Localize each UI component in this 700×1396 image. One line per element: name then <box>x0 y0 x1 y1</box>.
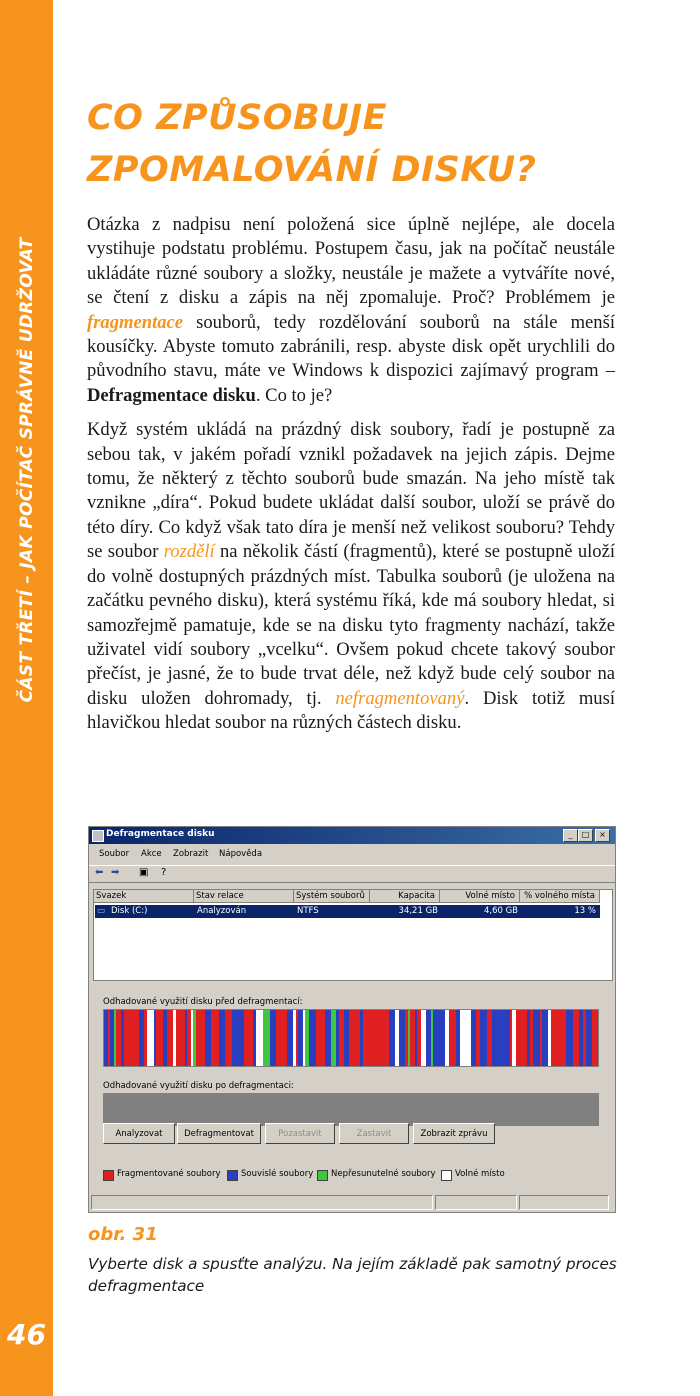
fragment-stripe <box>456 1010 460 1066</box>
fragment-stripe <box>471 1010 476 1066</box>
app-icon <box>92 830 104 842</box>
fragment-stripe <box>116 1010 121 1066</box>
cell: 13 % <box>574 906 596 916</box>
fragment-stripe <box>512 1010 516 1066</box>
forward-arrow-icon[interactable]: ➡ <box>111 867 120 878</box>
legend-label: Souvislé soubory <box>241 1169 314 1179</box>
fragment-stripe <box>287 1010 293 1066</box>
fragment-stripe <box>556 1010 562 1066</box>
fragment-stripe <box>349 1010 356 1066</box>
fragment-stripe <box>433 1010 438 1066</box>
fragment-stripe <box>551 1010 556 1066</box>
fragment-stripe <box>232 1010 236 1066</box>
fragment-stripe <box>521 1010 527 1066</box>
fragment-stripe <box>344 1010 349 1066</box>
paragraph-1 <box>87 213 615 408</box>
fragment-stripe <box>503 1010 510 1066</box>
fragment-stripe <box>193 1010 196 1066</box>
fragment-stripe <box>110 1010 114 1066</box>
cell: NTFS <box>297 906 319 916</box>
fragment-stripe <box>270 1010 276 1066</box>
analyze-button[interactable]: Analyzovat <box>103 1123 175 1144</box>
fragment-stripe <box>579 1010 583 1066</box>
view-report-button[interactable]: Zobrazit zprávu <box>413 1123 495 1144</box>
fragment-stripe <box>395 1010 399 1066</box>
fragment-stripe <box>391 1010 395 1066</box>
fragment-stripe <box>510 1010 512 1066</box>
fragment-stripe <box>276 1010 281 1066</box>
pause-button[interactable]: Pozastavit <box>265 1123 335 1144</box>
defrag-window-screenshot <box>88 826 616 1213</box>
fragment-stripe <box>421 1010 426 1066</box>
after-defrag-map <box>103 1093 599 1126</box>
menu-akce[interactable]: Akce <box>141 849 162 859</box>
fragment-stripe <box>548 1010 551 1066</box>
legend-swatch <box>227 1170 238 1181</box>
fragment-stripe <box>480 1010 487 1066</box>
fragment-stripe <box>156 1010 163 1066</box>
fragment-stripe <box>492 1010 498 1066</box>
fragment-stripe <box>339 1010 342 1066</box>
fragment-stripe <box>374 1010 376 1066</box>
fragment-stripe <box>417 1010 421 1066</box>
fragment-stripe <box>163 1010 167 1066</box>
paragraph-2 <box>87 418 615 735</box>
menu-soubor[interactable]: Soubor <box>99 849 130 859</box>
cell: Disk (C:) <box>111 906 148 916</box>
text-run: souborů, tedy rozdělování souborů na stále menší kousíčky. Abyste tomuto zabránili, resp. abyste disk opět urychlili do původního stavu, máte ve Windows k dispozici zajímavý program – <box>87 311 615 382</box>
column-header[interactable]: % volného místa <box>520 890 600 903</box>
table-row[interactable] <box>95 905 600 918</box>
fragment-stripe <box>588 1010 592 1066</box>
volume-list <box>93 889 613 981</box>
fragment-stripe <box>104 1010 108 1066</box>
fragment-stripe <box>365 1010 368 1066</box>
fragment-stripe <box>114 1010 116 1066</box>
figure-number: obr. 31 <box>88 1224 158 1245</box>
fragment-stripe <box>426 1010 431 1066</box>
fragment-stripe <box>176 1010 180 1066</box>
legend-label: Nepřesunutelné soubory <box>331 1169 436 1179</box>
article-body <box>87 213 615 746</box>
fragment-stripe <box>415 1010 417 1066</box>
fragment-stripe <box>445 1010 449 1066</box>
back-arrow-icon[interactable]: ⬅ <box>95 867 104 878</box>
column-header[interactable]: Kapacita <box>370 890 440 903</box>
fragment-stripe <box>154 1010 156 1066</box>
window-title: Defragmentace disku <box>106 829 215 839</box>
fragment-stripe <box>205 1010 211 1066</box>
fragment-stripe <box>498 1010 503 1066</box>
status-pane <box>91 1195 433 1210</box>
column-header[interactable]: Volné místo <box>440 890 520 903</box>
highlight-term: nefragmentovaný <box>335 687 465 709</box>
fragment-stripe <box>167 1010 173 1066</box>
cell: Analyzován <box>197 906 247 916</box>
fragment-stripe <box>438 1010 445 1066</box>
column-header[interactable]: Svazek <box>94 890 194 903</box>
fragment-stripe <box>133 1010 139 1066</box>
fragment-stripe <box>476 1010 480 1066</box>
fragment-stripe <box>575 1010 579 1066</box>
text-run: . Disk totiž musí hlavičkou hledat soubor na různých částech disku. <box>87 687 616 734</box>
menu-napoveda[interactable]: Nápověda <box>219 849 263 859</box>
fragment-stripe <box>305 1010 309 1066</box>
column-header[interactable]: Systém souborů <box>294 890 370 903</box>
legend-swatch <box>103 1170 114 1181</box>
fragment-stripe <box>381 1010 385 1066</box>
drive-icon: ▭ <box>97 906 106 916</box>
maximize-button[interactable]: □ <box>578 829 593 842</box>
fragment-stripe <box>325 1010 331 1066</box>
fragment-stripe <box>460 1010 466 1066</box>
fragment-stripe <box>323 1010 325 1066</box>
status-pane <box>435 1195 517 1210</box>
fragment-stripe <box>573 1010 575 1066</box>
fragment-stripe <box>124 1010 129 1066</box>
fragment-stripe <box>385 1010 389 1066</box>
text-run: . Co to je? <box>255 384 333 406</box>
fragment-stripe <box>303 1010 305 1066</box>
fragment-stripe <box>244 1010 247 1066</box>
fragment-stripe <box>314 1010 316 1066</box>
fragment-stripe <box>147 1010 154 1066</box>
before-defrag-map <box>103 1009 599 1067</box>
fragment-stripe <box>121 1010 124 1066</box>
figure-caption: Vyberte disk a spusťte analýzu. Na jejím základě pak samotný proces defragmentace <box>88 1255 617 1295</box>
properties-icon[interactable]: ▣ <box>139 867 149 878</box>
status-bar <box>91 1195 611 1209</box>
fragment-stripe <box>466 1010 471 1066</box>
fragment-stripe <box>562 1010 566 1066</box>
fragment-stripe <box>298 1010 303 1066</box>
text-run: na několik částí (fragmentů), které se postupně uloží do volně dostupných prázdných míst. Tabulka souborů (je uložena na začátku pevného disku), která systému říká, kde má soubory hledat, si samozřejmě pamatuje, kde se na disku tyto fragmenty nachází, takže uživatel vidí soubory „vcelku“. Ovšem pokud chcete takový soubor přečíst, je jasné, že to bude trvat déle, než když bude celý soubor na disku uložen dohromady, tj. <box>87 541 615 709</box>
fragment-stripe <box>583 1010 586 1066</box>
fragment-stripe <box>412 1010 415 1066</box>
fragment-stripe <box>144 1010 147 1066</box>
fragment-stripe <box>336 1010 339 1066</box>
fragment-stripe <box>213 1010 217 1066</box>
defragment-button[interactable]: Defragmentovat <box>177 1123 261 1144</box>
fragment-stripe <box>309 1010 314 1066</box>
menu-zobrazit[interactable]: Zobrazit <box>173 849 209 859</box>
fragment-stripe <box>180 1010 185 1066</box>
legend-swatch <box>441 1170 452 1181</box>
fragment-stripe <box>516 1010 521 1066</box>
stop-button[interactable]: Zastavit <box>339 1123 409 1144</box>
legend-swatch <box>317 1170 328 1181</box>
fragment-stripe <box>408 1010 410 1066</box>
before-defrag-label: Odhadované využití disku před defragmentací: <box>103 997 303 1007</box>
legend-label: Fragmentované soubory <box>117 1169 221 1179</box>
fragment-stripe <box>356 1010 360 1066</box>
window-titlebar <box>89 827 615 844</box>
fragment-stripe <box>530 1010 533 1066</box>
fragment-stripe <box>129 1010 133 1066</box>
fragment-stripe <box>431 1010 433 1066</box>
fragment-stripe <box>410 1010 412 1066</box>
fragment-stripe <box>360 1010 363 1066</box>
fragmentation-stripes <box>104 1010 598 1066</box>
fragment-stripe <box>211 1010 213 1066</box>
chapter-title: ČÁST TŘETÍ – JAK POČÍTAČ SPRÁVNĚ UDRŽOVAT <box>17 237 37 703</box>
fragment-stripe <box>247 1010 253 1066</box>
fragment-stripe <box>316 1010 323 1066</box>
fragment-stripe <box>217 1010 219 1066</box>
fragment-stripe <box>236 1010 240 1066</box>
fragment-stripe <box>108 1010 110 1066</box>
fragment-stripe <box>185 1010 187 1066</box>
fragment-stripe <box>527 1010 530 1066</box>
fragment-stripe <box>196 1010 200 1066</box>
minimize-button[interactable]: _ <box>563 829 578 842</box>
fragment-stripe <box>263 1010 270 1066</box>
fragment-stripe <box>284 1010 287 1066</box>
fragment-stripe <box>225 1010 232 1066</box>
fragment-stripe <box>191 1010 193 1066</box>
fragment-stripe <box>253 1010 256 1066</box>
after-defrag-label: Odhadované využití disku po defragmentaci: <box>103 1081 294 1091</box>
heading-line-1: CO ZPŮSOBUJE <box>87 98 388 138</box>
sidebar <box>0 0 53 1396</box>
status-pane <box>519 1195 609 1210</box>
column-header[interactable]: Stav relace <box>194 890 294 903</box>
fragment-stripe <box>487 1010 492 1066</box>
text-run: Otázka z nadpisu není položená sice úplně nejlépe, ale docela vystihuje podstatu problému. Postupem času, jak na počítač neustále ukládáte různé soubory a složky, neustále je mažete a vytváříte nové, se čtení z disku a zápis na něj zpomaluje. Proč? Problémem je <box>87 214 615 309</box>
page-heading <box>87 92 677 196</box>
legend-label: Volné místo <box>455 1169 505 1179</box>
fragment-stripe <box>405 1010 408 1066</box>
highlight-term: rozdělí <box>163 541 215 563</box>
menu-bar <box>89 847 615 861</box>
cell: 34,21 GB <box>398 906 438 916</box>
close-button[interactable]: × <box>595 829 610 842</box>
fragment-stripe <box>592 1010 598 1066</box>
toolbar <box>89 865 615 883</box>
fragment-stripe <box>542 1010 545 1066</box>
fragment-stripe <box>240 1010 244 1066</box>
fragment-stripe <box>293 1010 296 1066</box>
fragment-stripe <box>200 1010 205 1066</box>
fragment-stripe <box>342 1010 344 1066</box>
fragment-stripe <box>389 1010 391 1066</box>
fragment-stripe <box>566 1010 573 1066</box>
highlight-term: fragmentace <box>87 311 184 333</box>
fragment-stripe <box>449 1010 456 1066</box>
help-icon[interactable]: ? <box>161 867 167 878</box>
fragment-stripe <box>331 1010 336 1066</box>
fragment-stripe <box>376 1010 381 1066</box>
fragment-stripe <box>540 1010 542 1066</box>
cell: 4,60 GB <box>483 906 518 916</box>
fragment-stripe <box>139 1010 144 1066</box>
fragment-stripe <box>545 1010 548 1066</box>
fragment-stripe <box>363 1010 365 1066</box>
fragment-stripe <box>586 1010 588 1066</box>
fragment-stripe <box>533 1010 540 1066</box>
fragment-stripe <box>187 1010 191 1066</box>
fragment-stripe <box>256 1010 263 1066</box>
fragment-stripe <box>173 1010 176 1066</box>
fragment-stripe <box>219 1010 225 1066</box>
text-run: Když systém ukládá na prázdný disk soubory, řadí je postupně za sebou tak, v jakém pořadí vznikl požadavek na jejich zápis. Dejme tomu, že některý z těchto souborů bude smazán. Na jeho místě tak vznikne „díra“. Pokud budete ukládat další soubor, uloží se právě do této díry. Co když však tato díra je menší než velikost souboru? Tehdy se soubor <box>87 419 615 563</box>
page-number: 46 <box>7 1318 46 1351</box>
fragment-stripe <box>296 1010 298 1066</box>
heading-line-2: ZPOMALOVÁNÍ DISKU? <box>87 150 537 190</box>
fragment-stripe <box>368 1010 374 1066</box>
bold-term: Defragmentace disku <box>87 384 256 406</box>
fragment-stripe <box>281 1010 284 1066</box>
fragment-stripe <box>399 1010 405 1066</box>
